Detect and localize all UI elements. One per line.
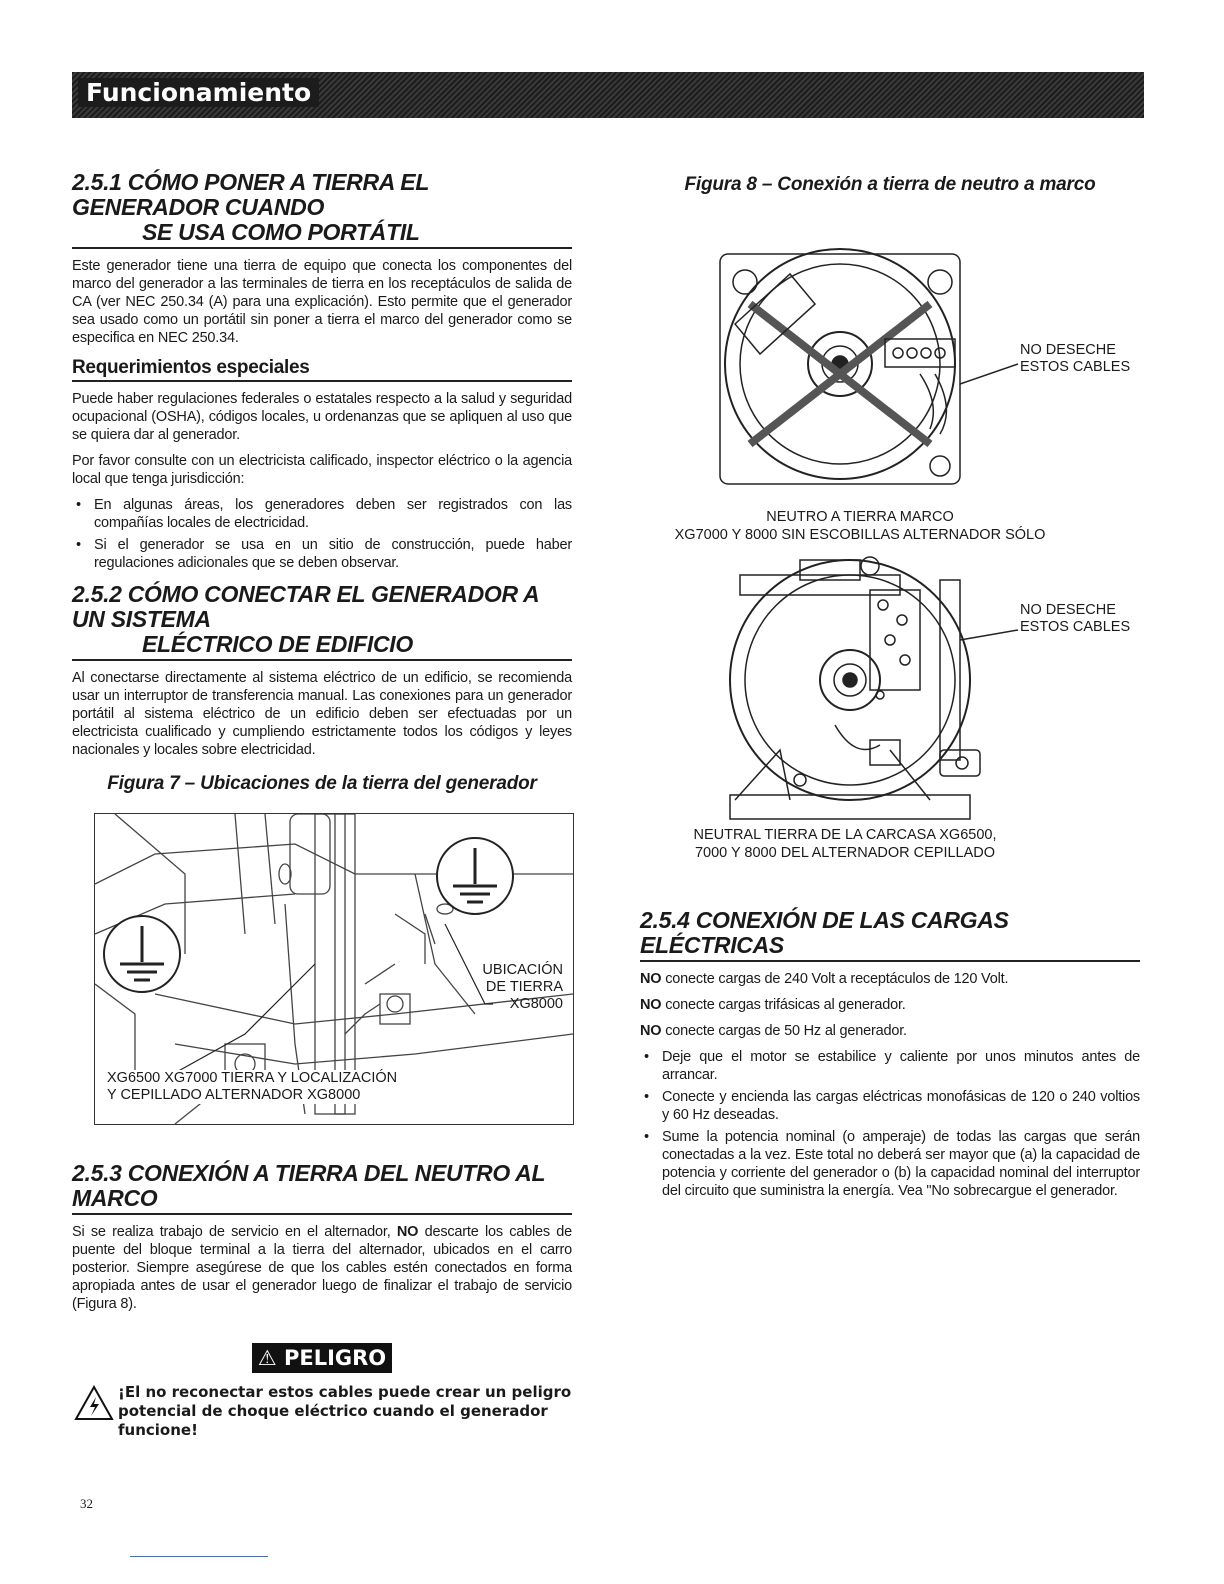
figure-8-bottom [640,550,1140,826]
figure-8-caption: Figura 8 – Conexión a tierra de neutro a marco [684,174,1096,195]
list-item: • Sume la potencia nominal (o amperaje) de todas las cargas que serán conectadas a la vez. Este total no deberá ser mayor que (a) la capacidad de potencia y corriente del generador o (b) la capacidad nominal del interruptor del circuito que suministra la energía. Vea "No sobrecargue el generador. [640,1128,1140,1200]
figure-7-caption: Figura 7 – Ubicaciones de la tierra del generador [107,773,537,794]
rule-no-word: NO [640,1023,662,1039]
ground-location-line1: UBICACIÓN [482,962,563,978]
danger-banner [252,1343,392,1373]
list-item: • Deje que el motor se estabilice y caliente por unos minutos antes de arrancar. [640,1048,1140,1084]
electric-shock-warning-icon [74,1385,114,1421]
section-2-5-2-body: Al conectarse directamente al sistema eléctrico de un edificio, se recomienda usar un interruptor de transferencia manual. Las conexiones para un generador portátil al sistema eléctrico de un edificio deben ser efectuadas por un electricista cualificado y cumpliendo estrictamente todos los códigos y leyes nacionales y locales sobre electricidad. [72,670,572,758]
ground-location-bottom-line2: Y CEPILLADO ALTERNADOR XG8000 [107,1087,361,1103]
brushed-alternator-illustration [640,550,1140,826]
do-not-discard-top-line1: NO DESECHE [1020,342,1116,358]
do-not-discard-label-bottom [1020,602,1130,636]
section-2-5-2-title-line2: ELÉCTRICO DE EDIFICIO [142,631,413,657]
rule-text: conecte cargas de 50 Hz al generador. [661,1023,907,1039]
left-column [72,170,572,1440]
do-not-discard-top-line2: ESTOS CABLES [1020,359,1131,375]
figure-8-top-caption-line2: XG7000 Y 8000 SIN ESCOBILLAS ALTERNADOR SÓLO [674,527,1046,543]
right-column [640,170,1140,1210]
list-item: • Si el generador se usa en un sitio de construcción, puede haber regulaciones adicionales que se deben observar. [72,536,572,572]
footer-rule [130,1556,268,1557]
warning-triangle-icon: ⚠ [257,1346,277,1370]
section-header-title: Funcionamiento [78,78,319,107]
section-2-5-1-title-line2: SE USA COMO PORTÁTIL [142,219,420,245]
section-2-5-3-body [72,1223,572,1313]
list-item: • En algunas áreas, los generadores deben ser registrados con las compañías locales de electricidad. [72,496,572,532]
section-2-5-4-title: 2.5.4 CONEXIÓN DE LAS CARGAS ELÉCTRICAS [640,908,1140,962]
ground-location-label-xg8000 [463,962,563,1013]
special-requirements-p2: Por favor consulte con un electricista calificado, inspector eléctrico o la agencia local que tenga jurisdicción: [72,453,572,487]
section-2-5-4-list [640,1048,1140,1200]
page-number: 32 [80,1496,93,1511]
danger-label: PELIGRO [283,1346,387,1370]
section-2-5-3-body-bold: NO [396,1224,419,1240]
figure-8-top-caption-line1: NEUTRO A TIERRA MARCO [766,509,954,525]
special-requirements-title: Requerimientos especiales [72,357,572,382]
section-2-5-1-body: Este generador tiene una tierra de equipo que conecta los componentes del marco del generador a las terminales de tierra en los receptáculos de salida de CA (ver NEC 250.34 (A) para una explicación). Esto permite que el generador sea usado como un portátil sin poner a tierra el marco del generador como se especifica en NEC 250.34. [72,258,572,346]
figure-8-top-caption [580,508,1140,544]
rule-item [640,996,1140,1014]
section-2-5-1-title-line1: 2.5.1 CÓMO PONER A TIERRA EL GENERADOR CUANDO [72,169,429,220]
danger-text: ¡El no reconectar estos cables puede crear un peligro potencial de choque eléctrico cuando el generador funcione! [118,1383,572,1439]
rule-no-word: NO [640,971,662,987]
rule-item [640,1022,1140,1040]
section-2-5-2-title [72,582,572,661]
rule-text: conecte cargas de 240 Volt a receptáculos de 120 Volt. [661,971,1009,987]
ground-location-line3: XG8000 [509,996,563,1012]
section-2-5-1-title [72,170,572,249]
ground-location-line2: DE TIERRA [485,979,563,995]
rule-item [640,970,1140,988]
special-requirements-list [72,496,572,572]
figure-8-bottom-caption [550,826,1140,862]
figure-8-bottom-caption-line1: NEUTRAL TIERRA DE LA CARCASA XG6500, [693,827,997,843]
figure-7-frame [94,813,574,1125]
do-not-discard-bottom-line2: ESTOS CABLES [1020,619,1131,635]
danger-message [72,1383,572,1440]
ground-location-label-xg6500 [107,1070,397,1104]
list-item: • Conecte y encienda las cargas eléctricas monofásicas de 120 o 240 voltios y 60 Hz deseadas. [640,1088,1140,1124]
special-requirements-p1: Puede haber regulaciones federales o estatales respecto a la salud y seguridad ocupacional (OSHA), códigos locales, u ordenanzas que se apliquen al uso que se quiera dar al generador. [72,391,572,443]
section-2-5-3-body-pre: Si se realiza trabajo de servicio en el alternador, [72,1224,397,1240]
section-2-5-3-body-post: descarte los cables de puente del bloque terminal a la tierra del alternador, ubicados en el carro posterior. Siempre asegúrese de que los cables estén conectados en forma apropiada antes de usar el generador luego de finalizar el trabajo de servicio (Figura 8). [72,1224,573,1312]
figure-8-bottom-caption-line2: 7000 Y 8000 DEL ALTERNADOR CEPILLADO [694,845,996,861]
rule-text: conecte cargas trifásicas al generador. [661,997,906,1013]
do-not-discard-label-top [1020,342,1130,376]
figure-8-top [640,214,1140,494]
section-2-5-2-title-line1: 2.5.2 CÓMO CONECTAR EL GENERADOR A UN SISTEMA [72,581,539,632]
section-2-5-3-title: 2.5.3 CONEXIÓN A TIERRA DEL NEUTRO AL MARCO [72,1161,572,1215]
do-not-discard-bottom-line1: NO DESECHE [1020,602,1116,618]
ground-location-bottom-line1: XG6500 XG7000 TIERRA Y LOCALIZACIÓN [107,1070,398,1086]
rule-no-word: NO [640,997,662,1013]
section-header-bar [72,72,1144,118]
